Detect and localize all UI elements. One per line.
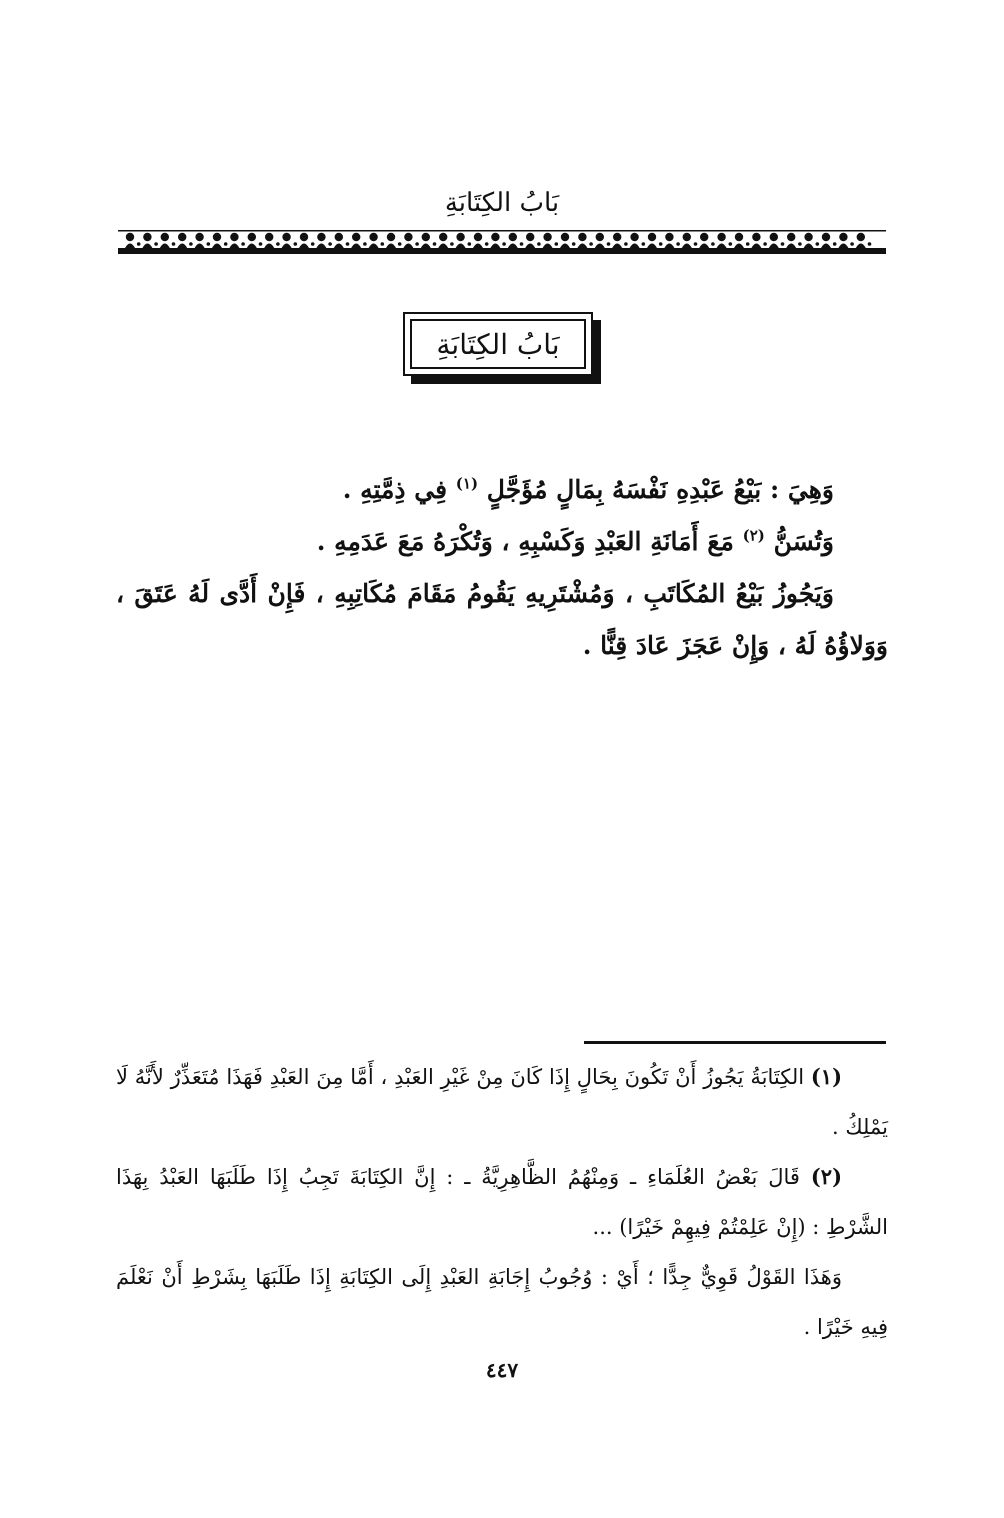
chapter-title: بَابُ الكِتَابَةِ bbox=[410, 319, 586, 369]
running-header: بَابُ الكِتَابَةِ bbox=[444, 188, 560, 218]
paragraph-2 bbox=[116, 516, 888, 568]
paragraph-3: وَيَجُوزُ بَيْعُ المُكَاتَبِ ، وَمُشْتَرِيهِ يَقُومُ مَقَامَ مُكَاتِبِهِ ، فَإِنْ أَدَّى لَهُ عَتَقَ ، وَوَلاؤُهُ لَهُ ، وَإِنْ عَجَزَ عَادَ قِنًّا . bbox=[116, 579, 888, 660]
footnote-1-number: (١) bbox=[810, 1064, 843, 1089]
main-text bbox=[116, 464, 888, 672]
footnote-ref-2: (٢) bbox=[742, 526, 765, 545]
footnote-2 bbox=[116, 1152, 888, 1252]
title-box-frame bbox=[403, 312, 593, 376]
page-number: ٤٤٧ bbox=[485, 1358, 519, 1382]
footnote-2-continuation: وَهَذَا القَوْلُ قَوِيٌّ جِدًّا ؛ أَيْ : وُجُوبُ إِجَابَةِ العَبْدِ إِلَى الكِتَابَةِ إِذَا طَلَبَهَا بِشَرْطِ أَنْ نَعْلَمَ فِيهِ خَيْرًا . bbox=[116, 1265, 888, 1339]
paragraph-1 bbox=[116, 464, 888, 516]
footnote-ref-1: (١) bbox=[455, 474, 479, 493]
paragraph-1-tail: فِي ذِمَّتِهِ . bbox=[342, 475, 456, 504]
ornament-border bbox=[118, 228, 886, 256]
footnotes bbox=[116, 1052, 888, 1352]
paragraph-2-tail: مَعَ أَمَانَةِ العَبْدِ وَكَسْبِهِ ، وَتُكْرَهُ مَعَ عَدَمِهِ . bbox=[316, 527, 743, 556]
footnote-1-text: الكِتَابَةُ يَجُوزُ أَنْ تَكُونَ بِحَالٍ إِذَا كَانَ مِنْ غَيْرِ العَبْدِ ، أَمَّا مِنَ العَبْدِ فَهَذَا مُتَعَذِّرٌ لأَنَّهُ لَا يَمْلِكُ . bbox=[116, 1065, 888, 1139]
chapter-title-box bbox=[403, 312, 601, 384]
footnote-2-text: قَالَ بَعْضُ العُلَمَاءِ ـ وَمِنْهُمُ الظَّاهِرِيَّةُ ـ : إِنَّ الكِتَابَةَ تَجِبُ إِذَا طَلَبَهَا العَبْدُ بِهَذَا الشَّرْطِ : (إِنْ عَلِمْتُمْ فِيهِمْ خَيْرًا) ... bbox=[116, 1165, 888, 1239]
paragraph-1-text: وَهِيَ : بَيْعُ عَبْدِهِ نَفْسَهُ بِمَالٍ مُؤَجَّلٍ bbox=[486, 475, 834, 504]
footnote-1 bbox=[116, 1052, 888, 1152]
footnote-2-number: (٢) bbox=[810, 1164, 842, 1189]
footnote-separator bbox=[584, 1041, 886, 1044]
paragraph-2-text: وَتُسَنُّ bbox=[773, 527, 834, 556]
